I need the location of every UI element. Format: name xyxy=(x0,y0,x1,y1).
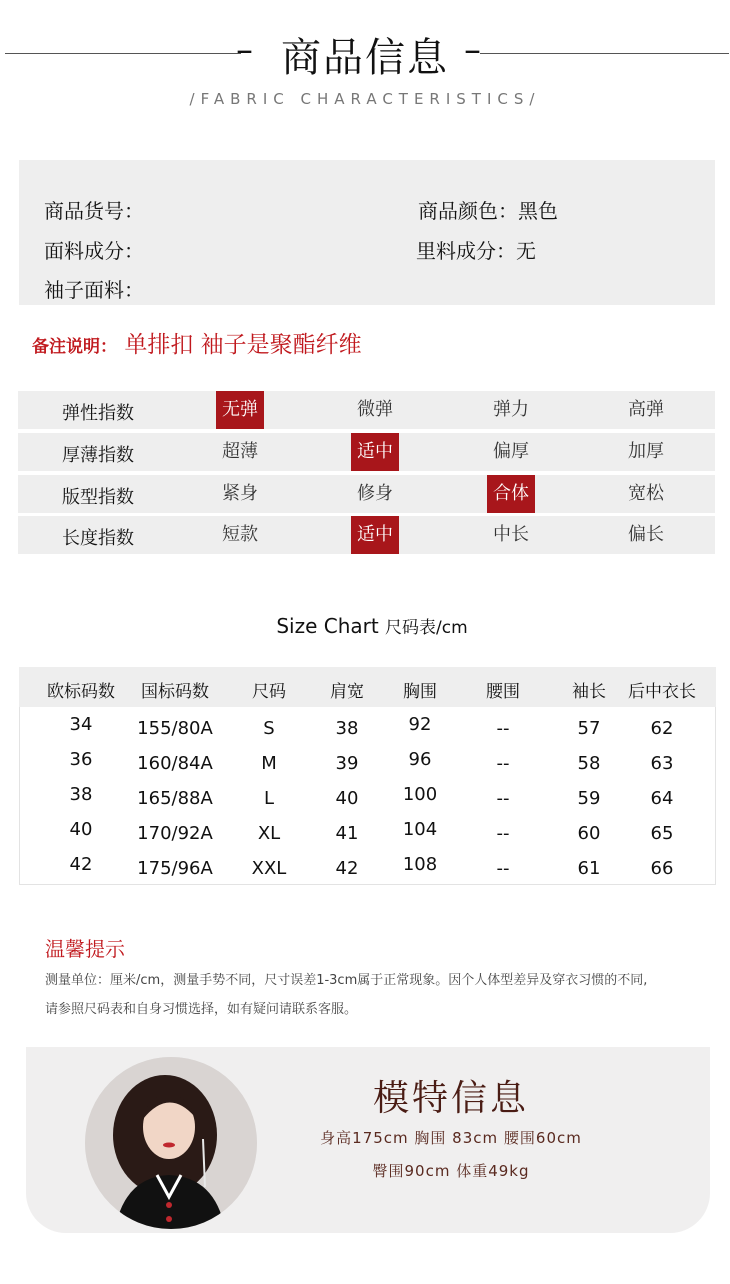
index-option-selected: 无弹 xyxy=(216,391,264,429)
size-chart-cell: S xyxy=(263,718,275,739)
lining-value: 无 xyxy=(516,239,536,263)
index-row-label: 长度指数 xyxy=(62,528,134,549)
model-measurements-line-1: 身高175cm 胸围 83cm 腰围60cm xyxy=(320,1129,582,1147)
lining-label: 里料成分： xyxy=(416,239,516,263)
size-chart-cell: M xyxy=(261,753,277,774)
size-chart-cell: 42 xyxy=(69,854,93,875)
size-chart-cell: 61 xyxy=(577,858,601,879)
size-chart-cell: 170/92A xyxy=(137,823,213,844)
size-chart-cell: 39 xyxy=(335,753,359,774)
size-chart-cell: -- xyxy=(496,753,510,774)
remark-text: 单排扣 袖子是聚酯纤维 xyxy=(124,332,362,358)
index-row xyxy=(18,516,715,554)
tips-line-1: 测量单位：厘米/cm，测量手势不同，尺寸误差1-3cm属于正常现象。因个人体型差异及穿衣习惯的不同, xyxy=(45,973,648,988)
sleeve-fabric-label: 袖子面料： xyxy=(44,278,144,302)
index-option: 短款 xyxy=(222,524,258,545)
size-chart-cell: 155/80A xyxy=(137,718,213,739)
size-chart-cell: -- xyxy=(496,788,510,809)
index-option-selected: 合体 xyxy=(487,475,535,513)
size-chart-cell: 59 xyxy=(577,788,601,809)
size-chart-cell: 108 xyxy=(402,854,438,875)
size-chart-cell: 65 xyxy=(650,823,674,844)
model-info-title: 模特信息 xyxy=(372,1078,529,1119)
size-chart-cell: 62 xyxy=(650,718,674,739)
model-photo xyxy=(85,1057,257,1229)
index-option: 微弹 xyxy=(357,399,393,420)
size-chart-cell: 160/84A xyxy=(137,753,213,774)
size-chart-cell: 64 xyxy=(650,788,674,809)
size-chart-cell: 40 xyxy=(335,788,359,809)
index-row-label: 版型指数 xyxy=(62,487,134,508)
color-field xyxy=(418,195,558,224)
item-no-label: 商品货号： xyxy=(44,199,144,223)
index-option-selected: 适中 xyxy=(351,516,399,554)
index-option: 超薄 xyxy=(222,441,258,462)
size-chart-cell: 34 xyxy=(69,714,93,735)
index-option: 弹力 xyxy=(493,399,529,420)
size-chart-cell: 63 xyxy=(650,753,674,774)
size-chart-cell: 40 xyxy=(69,819,93,840)
size-chart-cell: XL xyxy=(257,823,281,844)
size-chart-title xyxy=(0,613,730,638)
index-option: 偏厚 xyxy=(493,441,529,462)
size-chart-cell: -- xyxy=(496,718,510,739)
size-chart-cell: 60 xyxy=(577,823,601,844)
size-chart-cell: 100 xyxy=(402,784,438,805)
size-chart-cell: 66 xyxy=(650,858,674,879)
size-chart-header-cell: 尺码 xyxy=(252,682,286,702)
size-chart-cell: 38 xyxy=(335,718,359,739)
size-chart-header-cell: 国标码数 xyxy=(141,682,209,702)
title-dash-left: – xyxy=(236,30,253,70)
size-chart-cell: 92 xyxy=(408,714,432,735)
index-option-selected: 适中 xyxy=(351,433,399,471)
size-chart-title-en: Size Chart xyxy=(276,614,379,638)
remark-note xyxy=(32,326,362,359)
size-chart-header-cell: 后中衣长 xyxy=(628,682,696,702)
index-option: 宽松 xyxy=(628,483,664,504)
tips-line-2: 请参照尺码表和自身习惯选择，如有疑问请联系客服。 xyxy=(45,1002,358,1017)
index-row xyxy=(18,433,715,471)
size-chart-cell: 38 xyxy=(69,784,93,805)
size-chart-cell: 165/88A xyxy=(137,788,213,809)
color-value: 黑色 xyxy=(518,199,558,223)
size-chart-header-cell: 腰围 xyxy=(486,682,520,702)
page-title: 商品信息 xyxy=(281,35,449,81)
size-chart-header-cell: 袖长 xyxy=(572,682,606,702)
size-chart-cell: 96 xyxy=(408,749,432,770)
model-measurements-line-2: 臀围90cm 体重49kg xyxy=(372,1162,530,1180)
size-chart-cell: 57 xyxy=(577,718,601,739)
lining-field xyxy=(416,235,536,264)
size-chart-header-cell: 胸围 xyxy=(403,682,437,702)
size-chart-cell: XXL xyxy=(251,858,287,879)
size-chart-header-cell: 欧标码数 xyxy=(47,682,115,702)
index-option: 修身 xyxy=(357,483,393,504)
size-chart-cell: -- xyxy=(496,858,510,879)
index-option: 加厚 xyxy=(628,441,664,462)
index-option: 紧身 xyxy=(222,483,258,504)
index-row xyxy=(18,391,715,429)
page-subtitle: /FABRIC CHARACTERISTICS/ xyxy=(189,90,541,108)
size-chart-cell: 36 xyxy=(69,749,93,770)
index-row xyxy=(18,475,715,513)
index-row-label: 弹性指数 xyxy=(62,403,134,424)
size-chart-cell: 175/96A xyxy=(137,858,213,879)
index-option: 中长 xyxy=(493,524,529,545)
size-chart-cell: 104 xyxy=(402,819,438,840)
fabric-label: 面料成分： xyxy=(44,239,144,263)
size-chart-cell: 41 xyxy=(335,823,359,844)
size-chart-cell: -- xyxy=(496,823,510,844)
title-dash-right: – xyxy=(464,30,481,70)
remark-label: 备注说明： xyxy=(32,337,117,357)
size-chart-cell: L xyxy=(263,788,275,809)
tips-title: 温馨提示 xyxy=(45,937,125,961)
index-option: 高弹 xyxy=(628,399,664,420)
size-chart-cell: 58 xyxy=(577,753,601,774)
index-row-label: 厚薄指数 xyxy=(62,445,134,466)
size-chart-title-cn: 尺码表/cm xyxy=(385,618,468,638)
size-chart-cell: 42 xyxy=(335,858,359,879)
index-option: 偏长 xyxy=(628,524,664,545)
color-label: 商品颜色： xyxy=(418,199,518,223)
size-chart-header-cell: 肩宽 xyxy=(330,682,364,702)
